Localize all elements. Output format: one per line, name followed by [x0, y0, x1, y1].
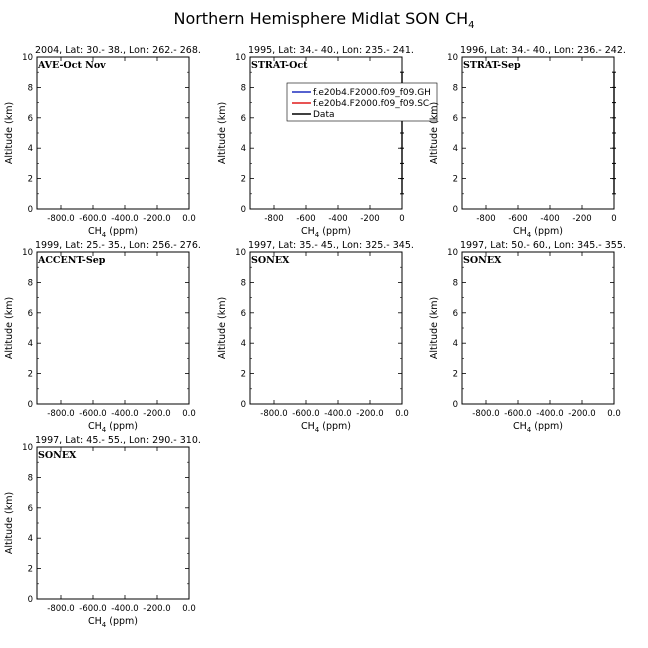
- y-tick-label: 6: [452, 308, 458, 319]
- y-tick-label: 10: [447, 53, 458, 63]
- y-tick-label: 0: [452, 400, 458, 410]
- y-tick-label: 4: [452, 339, 458, 350]
- x-tick-label: -200.0: [143, 409, 171, 419]
- x-tick-label: -200.0: [568, 409, 596, 419]
- legend-label: Data: [313, 110, 335, 120]
- panel-5: [217, 240, 414, 434]
- y-tick-label: 4: [240, 339, 246, 350]
- y-tick-label: 2: [27, 174, 33, 185]
- x-tick-label: -600.0: [79, 214, 107, 224]
- x-tick-label: -200: [360, 214, 380, 224]
- plot-frame: [37, 252, 189, 404]
- y-tick-label: 0: [27, 205, 33, 215]
- x-tick-label: -200.0: [143, 214, 171, 224]
- campaign-label: SONEX: [251, 255, 290, 266]
- x-tick-label: 0.0: [182, 409, 196, 419]
- y-tick-label: 4: [27, 339, 33, 350]
- x-tick-label: 0.0: [395, 409, 409, 419]
- x-tick-label: -800.0: [47, 409, 75, 419]
- panel-header: 1997, Lat: 50.- 60., Lon: 345.- 355.: [460, 240, 626, 251]
- y-tick-label: 4: [27, 144, 33, 155]
- y-tick-label: 4: [452, 144, 458, 155]
- y-tick-label: 0: [27, 595, 33, 605]
- campaign-label: SONEX: [463, 255, 502, 266]
- y-tick-label: 6: [27, 308, 33, 319]
- y-tick-label: 2: [452, 369, 458, 380]
- x-tick-label: -200.0: [143, 604, 171, 614]
- y-axis-label: Altitude (km): [217, 296, 228, 360]
- x-axis-label: $CH_4$ (ppm): [513, 421, 563, 434]
- x-tick-label: -200.0: [356, 409, 384, 419]
- y-tick-label: 8: [27, 278, 33, 289]
- y-tick-label: 6: [452, 113, 458, 124]
- y-tick-label: 10: [235, 53, 246, 63]
- x-tick-label: -600: [296, 214, 316, 224]
- y-tick-label: 6: [27, 503, 33, 514]
- x-tick-label: 0.0: [607, 409, 621, 419]
- x-tick-label: 0: [399, 214, 405, 224]
- x-axis-label: $CH_4$ (ppm): [513, 226, 563, 239]
- plot-frame: [462, 252, 614, 404]
- y-tick-label: 10: [235, 248, 246, 258]
- y-tick-label: 4: [27, 534, 33, 545]
- y-tick-label: 2: [240, 369, 246, 380]
- panel-7: [4, 435, 201, 629]
- panel-2: [217, 45, 437, 239]
- x-tick-label: 0.0: [182, 214, 196, 224]
- y-tick-label: 0: [452, 205, 458, 215]
- panel-1: [4, 45, 201, 239]
- panels-group: [4, 45, 626, 629]
- plot-frame: [37, 447, 189, 599]
- legend: [287, 83, 437, 121]
- campaign-label: ACCENT-Sep: [38, 255, 106, 266]
- y-axis-label: Altitude (km): [217, 101, 228, 165]
- panel-6: [429, 240, 626, 434]
- x-tick-label: -400: [540, 214, 560, 224]
- panel-header: 1995, Lat: 34.- 40., Lon: 235.- 241.: [248, 45, 414, 56]
- y-tick-label: 6: [240, 308, 246, 319]
- legend-label: f.e20b4.F2000.f09_f09.GH: [313, 88, 431, 98]
- x-tick-label: -400.0: [111, 214, 139, 224]
- x-tick-label: -600.0: [292, 409, 320, 419]
- x-tick-label: -600.0: [504, 409, 532, 419]
- y-tick-label: 4: [240, 144, 246, 155]
- x-tick-label: -800.0: [472, 409, 500, 419]
- x-tick-label: -400.0: [111, 604, 139, 614]
- x-tick-label: -200: [572, 214, 592, 224]
- y-tick-label: 10: [447, 248, 458, 258]
- x-tick-label: 0.0: [182, 604, 196, 614]
- x-axis-label: $CH_4$ (ppm): [88, 616, 138, 629]
- panel-header: 2004, Lat: 30.- 38., Lon: 262.- 268.: [35, 45, 201, 56]
- y-axis-label: Altitude (km): [429, 296, 440, 360]
- figure-title: Northern Hemisphere Midlat SON $CH_4$: [173, 9, 475, 31]
- x-axis-label: $CH_4$ (ppm): [301, 226, 351, 239]
- y-tick-label: 8: [240, 83, 246, 94]
- x-tick-label: -400: [328, 214, 348, 224]
- y-tick-label: 2: [27, 564, 33, 575]
- y-axis-label: Altitude (km): [4, 101, 15, 165]
- x-tick-label: -600: [508, 214, 528, 224]
- x-tick-label: -400.0: [324, 409, 352, 419]
- y-tick-label: 0: [240, 400, 246, 410]
- plot-frame: [37, 57, 189, 209]
- x-tick-label: -800.0: [47, 604, 75, 614]
- campaign-label: AVE-Oct Nov: [38, 60, 106, 71]
- x-tick-label: -800: [264, 214, 284, 224]
- x-tick-label: -400.0: [111, 409, 139, 419]
- x-tick-label: -400.0: [536, 409, 564, 419]
- y-tick-label: 2: [27, 369, 33, 380]
- x-tick-label: 0: [611, 214, 617, 224]
- plot-frame: [250, 252, 402, 404]
- y-tick-label: 6: [240, 113, 246, 124]
- y-tick-label: 2: [452, 174, 458, 185]
- y-tick-label: 10: [22, 248, 33, 258]
- campaign-label: SONEX: [38, 450, 77, 461]
- y-tick-label: 8: [240, 278, 246, 289]
- y-axis-label: Altitude (km): [429, 101, 440, 165]
- campaign-label: STRAT-Oct: [251, 60, 308, 71]
- legend-label: f.e20b4.F2000.f09_f09.SC: [313, 99, 430, 109]
- plot-frame: [250, 57, 402, 209]
- y-tick-label: 8: [452, 278, 458, 289]
- y-tick-label: 0: [240, 205, 246, 215]
- x-tick-label: -600.0: [79, 409, 107, 419]
- plot-frame: [462, 57, 614, 209]
- x-axis-label: $CH_4$ (ppm): [301, 421, 351, 434]
- x-axis-label: $CH_4$ (ppm): [88, 226, 138, 239]
- x-axis-label: $CH_4$ (ppm): [88, 421, 138, 434]
- campaign-label: STRAT-Sep: [463, 60, 521, 71]
- panel-header: 1996, Lat: 34.- 40., Lon: 236.- 242.: [460, 45, 626, 56]
- y-tick-label: 8: [27, 473, 33, 484]
- y-tick-label: 2: [240, 174, 246, 185]
- panel-header: 1997, Lat: 45.- 55., Lon: 290.- 310.: [35, 435, 201, 446]
- panel-3: [429, 45, 626, 239]
- x-tick-label: -600.0: [79, 604, 107, 614]
- x-tick-label: -800: [476, 214, 496, 224]
- x-tick-label: -800.0: [260, 409, 288, 419]
- y-tick-label: 8: [27, 83, 33, 94]
- x-tick-label: -800.0: [47, 214, 75, 224]
- y-tick-label: 10: [22, 443, 33, 453]
- y-tick-label: 10: [22, 53, 33, 63]
- y-axis-label: Altitude (km): [4, 296, 15, 360]
- y-axis-label: Altitude (km): [4, 491, 15, 555]
- panel-4: [4, 240, 201, 434]
- panel-header: 1997, Lat: 35.- 45., Lon: 325.- 345.: [248, 240, 414, 251]
- panel-header: 1999, Lat: 25.- 35., Lon: 256.- 276.: [35, 240, 201, 251]
- y-tick-label: 0: [27, 400, 33, 410]
- y-tick-label: 6: [27, 113, 33, 124]
- y-tick-label: 8: [452, 83, 458, 94]
